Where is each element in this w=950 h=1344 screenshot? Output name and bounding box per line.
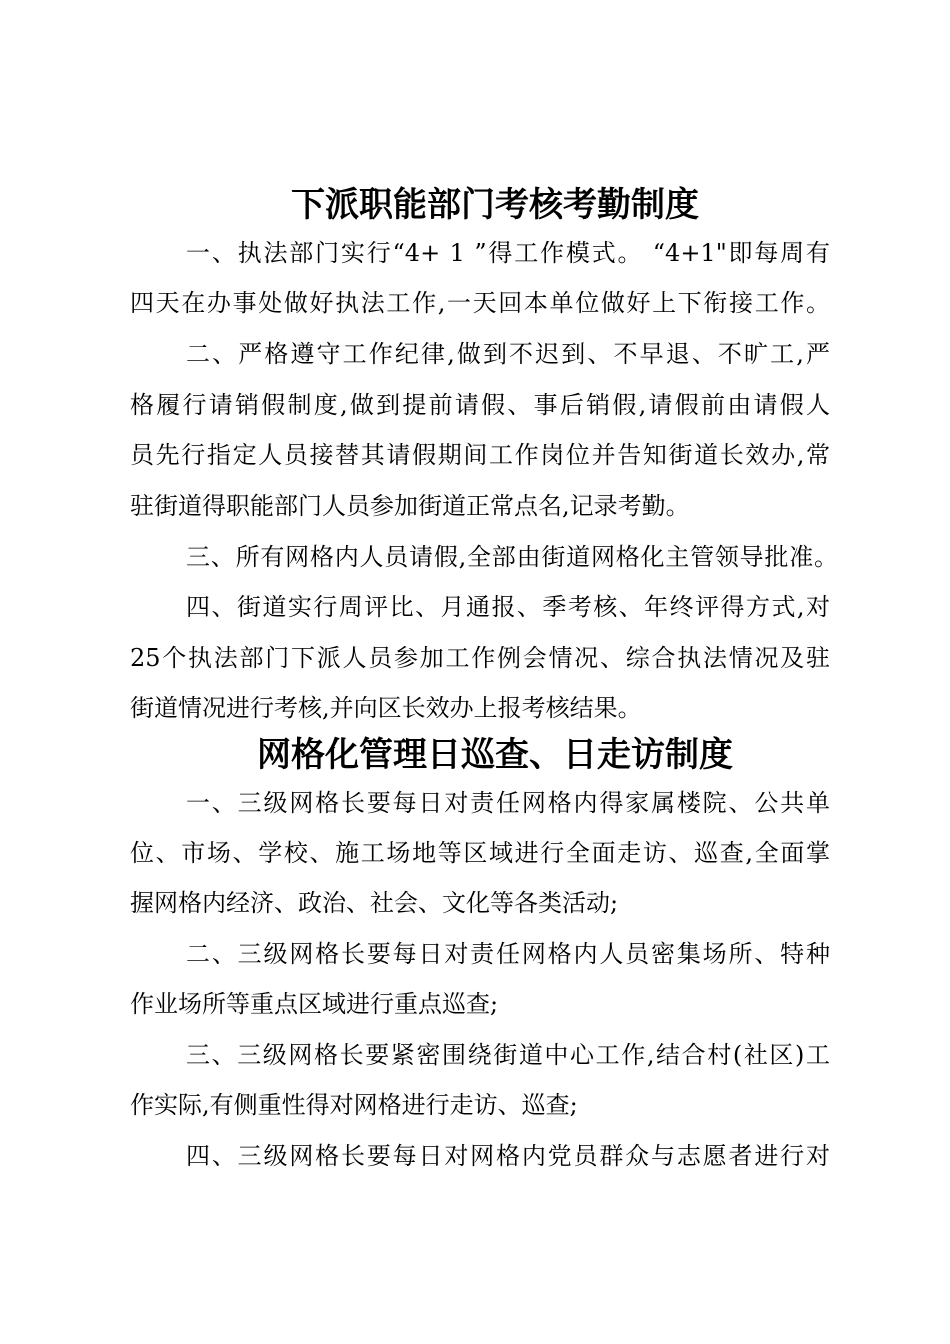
section-title-patrol: 网格化管理日巡查、日走访制度 (257, 735, 733, 775)
section-title-attendance: 下派职能部门考核考勤制度 (291, 185, 699, 225)
paragraph-line: 四天在办事处做好执法工作,一天回本单位做好上下衔接工作。 (130, 289, 830, 317)
paragraph-line: 一、三级网格长要每日对责任网格内得家属楼院、公共单 (186, 789, 830, 817)
paragraph-line: 四、三级网格长要每日对网格内党员群众与志愿者进行对 (186, 1142, 830, 1170)
paragraph-line: 三、三级网格长要紧密围绕街道中心工作,结合村(社区)工 (186, 1041, 830, 1069)
paragraph-line: 握网格内经济、政治、社会、文化等各类活动; (130, 889, 619, 917)
paragraph-line: 一、执法部门实行“4+ 1 ”得工作模式。 “4+1"即每周有 (186, 239, 830, 267)
paragraph-line: 街道情况进行考核,并向区长效办上报考核结果。 (130, 694, 642, 722)
paragraph-line: 作业场所等重点区域进行重点巡查; (130, 990, 499, 1018)
paragraph-line: 驻街道得职能部门人员参加街道正常点名,记录考勤。 (130, 492, 690, 520)
paragraph-line: 位、市场、学校、施工场地等区域进行全面走访、巡查,全面掌 (130, 839, 830, 867)
paragraph-line: 员先行指定人员接替其请假期间工作岗位并告知街道长效办,常 (130, 441, 830, 469)
paragraph-line: 25个执法部门下派人员参加工作例会情况、综合执法情况及驻 (130, 644, 830, 672)
paragraph-line: 四、街道实行周评比、月通报、季考核、年终评得方式,对 (186, 593, 830, 621)
paragraph-line: 三、所有网格内人员请假,全部由街道网格化主管领导批准。 (186, 543, 838, 571)
paragraph-line: 二、三级网格长要每日对责任网格内人员密集场所、特种 (186, 940, 830, 968)
paragraph-line: 格履行请销假制度,做到提前请假、事后销假,请假前由请假人 (130, 391, 830, 419)
paragraph-line: 作实际,有侧重性得对网格进行走访、巡查; (130, 1091, 578, 1119)
paragraph-line: 二、严格遵守工作纪律,做到不迟到、不早退、不旷工,严 (186, 340, 830, 368)
